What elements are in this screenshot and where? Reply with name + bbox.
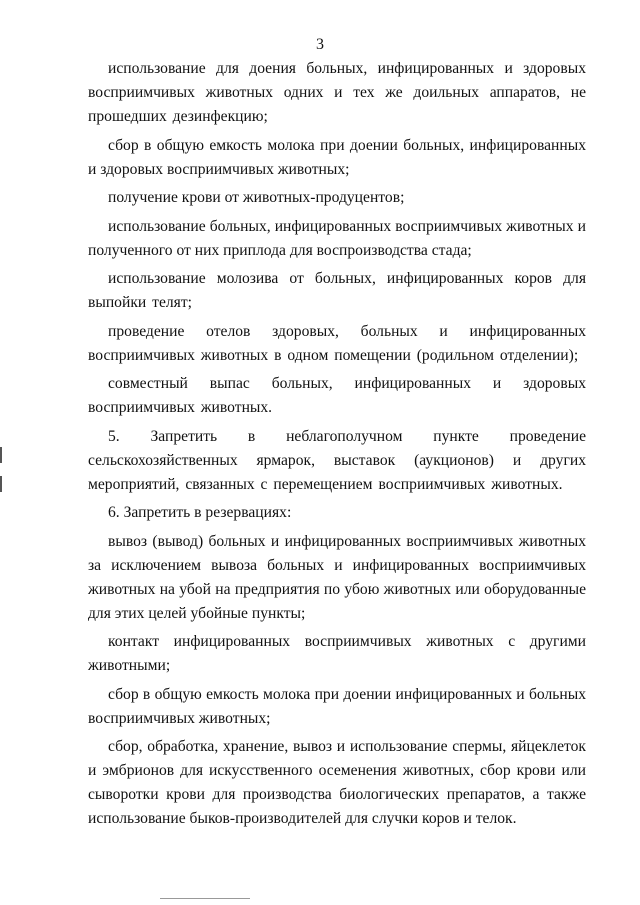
document-body [88, 57, 586, 836]
paragraph-calving: проведение отелов здоровых, больных и инфицированных восприимчивых животных в одном помещении (родильном отделении); [88, 322, 586, 364]
scan-edge-mark [0, 447, 2, 463]
paragraph-animal-contact: контакт инфицированных восприимчивых животных с другими животными; [88, 633, 586, 674]
paragraph-milking-equipment: использование для доения больных, инфицированных и здоровых восприимчивых животных одних и тех же доильных аппаратов, не прошедших дезинфекцию; [88, 60, 586, 125]
scan-edge-mark [0, 476, 2, 492]
paragraph-colostrum: использование молозива от больных, инфицированных коров для выпойки телят; [88, 270, 586, 311]
paragraph-milk-collection-reservation: сбор в общую емкость молока при доении инфицированных и больных восприимчивых животных; [88, 685, 586, 727]
page-number: 3 [316, 36, 324, 53]
paragraph-joint-grazing: совместный выпас больных, инфицированных и здоровых восприимчивых животных. [88, 375, 586, 416]
paragraph-reproductive-material: сбор, обработка, хранение, вывоз и использование спермы, яйцеклеток и эмбрионов для искусственного осеменения животных, сбор крови или сыворотки крови для производства биологических препаратов, а также использование быков-производителей для случки коров и телок. [88, 738, 586, 827]
paragraph-herd-reproduction: использование больных, инфицированных восприимчивых животных и полученного от них приплода для воспроизводства стада; [88, 217, 586, 259]
paragraph-item-5-fairs: 5. Запретить в неблагополучном пункте проведение сельскохозяйственных ярмарок, выставок (аукционов) и других мероприятий, связанных с перемещением восприимчивых животных. [88, 427, 586, 493]
paragraph-animal-export: вывоз (вывод) больных и инфицированных восприимчивых животных за исключением вывоза больных и инфицированных восприимчивых животных на убой на предприятия по убою животных или оборудованные для этих целей убойные пункты; [88, 532, 586, 622]
paragraph-blood-collection: получение крови от животных-продуцентов; [108, 189, 405, 206]
paragraph-item-6-heading: 6. Запретить в резервациях: [108, 504, 292, 521]
paragraph-milk-collection: сбор в общую емкость молока при доении больных, инфицированных и здоровых восприимчивых животных; [88, 136, 586, 178]
scan-bottom-line [160, 898, 250, 899]
